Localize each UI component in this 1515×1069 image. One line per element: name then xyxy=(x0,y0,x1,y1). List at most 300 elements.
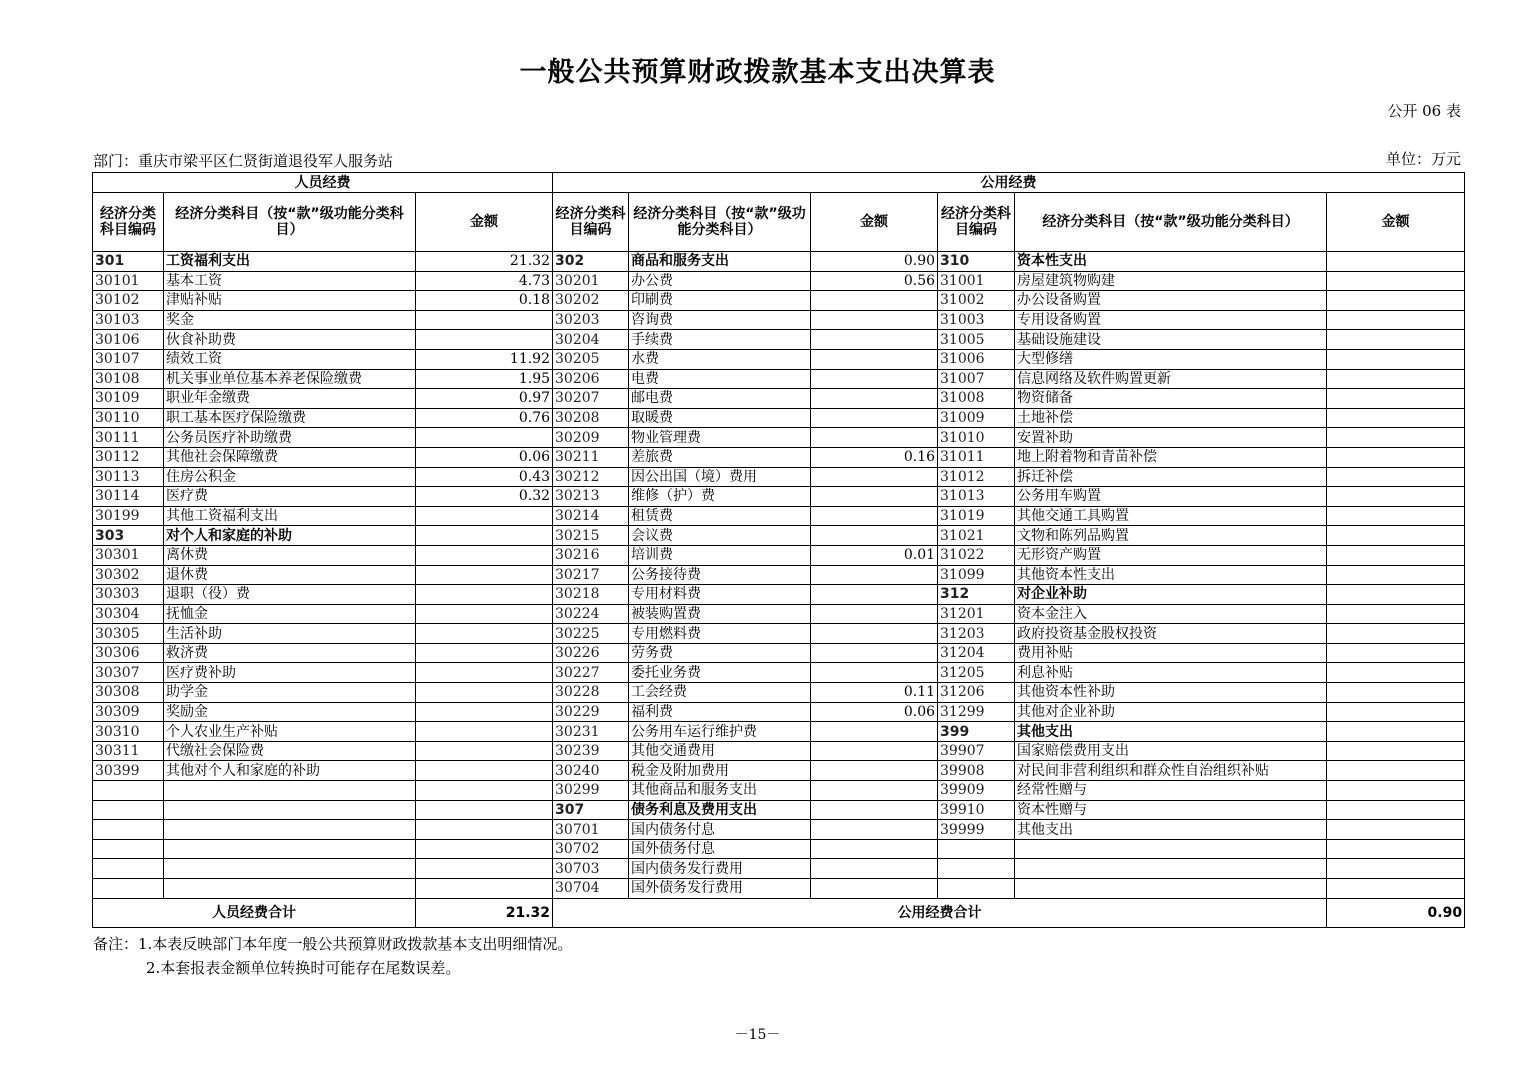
amount-cell xyxy=(1327,702,1465,722)
code-cell: 30205 xyxy=(553,349,629,369)
code-cell: 30199 xyxy=(93,506,164,526)
code-cell: 31019 xyxy=(938,506,1015,526)
code-cell: 30110 xyxy=(93,408,164,428)
code-cell: 30240 xyxy=(553,761,629,781)
code-cell: 30112 xyxy=(93,447,164,467)
code-cell: 30307 xyxy=(93,663,164,683)
table-row xyxy=(93,683,1465,703)
table-row xyxy=(93,722,1465,742)
table-row xyxy=(93,585,1465,605)
code-cell: 30308 xyxy=(93,683,164,703)
code-cell: 31007 xyxy=(938,369,1015,389)
name-cell: 医疗费 xyxy=(164,487,416,507)
amount-cell xyxy=(811,330,938,350)
name-cell: 基本工资 xyxy=(164,271,416,291)
amount-cell xyxy=(416,624,553,644)
code-cell: 30111 xyxy=(93,428,164,448)
personnel-total-label: 人员经费合计 xyxy=(93,898,416,927)
amount-cell xyxy=(1327,526,1465,546)
code-cell: 302 xyxy=(553,252,629,272)
name-cell: 物资储备 xyxy=(1015,389,1327,409)
amount-cell xyxy=(1327,447,1465,467)
code-cell: 30303 xyxy=(93,585,164,605)
amount-cell xyxy=(1327,839,1465,859)
name-cell: 因公出国（境）费用 xyxy=(629,467,811,487)
amount-cell: 0.90 xyxy=(811,252,938,272)
table-row xyxy=(93,271,1465,291)
code-cell: 30228 xyxy=(553,683,629,703)
amount-cell xyxy=(1327,369,1465,389)
code-cell: 30218 xyxy=(553,585,629,605)
name-cell: 维修（护）费 xyxy=(629,487,811,507)
name-cell: 职业年金缴费 xyxy=(164,389,416,409)
table-row xyxy=(93,643,1465,663)
group-public: 公用经费 xyxy=(553,173,1465,193)
name-cell: 债务利息及费用支出 xyxy=(629,800,811,820)
name-cell: 医疗费补助 xyxy=(164,663,416,683)
amount-cell xyxy=(1327,781,1465,801)
name-cell xyxy=(164,859,416,879)
amount-cell xyxy=(811,859,938,879)
amount-cell xyxy=(811,585,938,605)
amount-cell xyxy=(811,389,938,409)
code-cell: 39910 xyxy=(938,800,1015,820)
code-cell: 30304 xyxy=(93,604,164,624)
name-cell: 培训费 xyxy=(629,545,811,565)
code-cell: 30301 xyxy=(93,545,164,565)
name-cell: 绩效工资 xyxy=(164,349,416,369)
amount-cell xyxy=(416,545,553,565)
code-cell: 31013 xyxy=(938,487,1015,507)
name-cell: 工资福利支出 xyxy=(164,252,416,272)
code-cell: 31099 xyxy=(938,565,1015,585)
name-cell: 商品和服务支出 xyxy=(629,252,811,272)
header-code: 经济分类科目编码 xyxy=(93,193,164,252)
name-cell: 房屋建筑物购建 xyxy=(1015,271,1327,291)
table-row xyxy=(93,447,1465,467)
name-cell: 其他对个人和家庭的补助 xyxy=(164,761,416,781)
code-cell: 39907 xyxy=(938,741,1015,761)
amount-cell: 4.73 xyxy=(416,271,553,291)
name-cell: 印刷费 xyxy=(629,291,811,311)
name-cell: 对民间非营利组织和群众性自治组织补贴 xyxy=(1015,761,1327,781)
amount-cell: 0.97 xyxy=(416,389,553,409)
name-cell xyxy=(164,839,416,859)
code-cell: 30213 xyxy=(553,487,629,507)
table-row xyxy=(93,781,1465,801)
name-cell: 被装购置费 xyxy=(629,604,811,624)
table-row xyxy=(93,859,1465,879)
name-cell: 国家赔偿费用支出 xyxy=(1015,741,1327,761)
amount-cell xyxy=(811,506,938,526)
amount-cell xyxy=(416,663,553,683)
amount-cell: 0.06 xyxy=(811,702,938,722)
code-cell: 39909 xyxy=(938,781,1015,801)
table-row xyxy=(93,761,1465,781)
table-row xyxy=(93,291,1465,311)
name-cell: 取暖费 xyxy=(629,408,811,428)
name-cell: 奖金 xyxy=(164,310,416,330)
name-cell: 其他资本性补助 xyxy=(1015,683,1327,703)
code-cell: 307 xyxy=(553,800,629,820)
code-cell: 30239 xyxy=(553,741,629,761)
header-amount: 金额 xyxy=(1327,193,1465,252)
name-cell: 其他交通工具购置 xyxy=(1015,506,1327,526)
table-row xyxy=(93,506,1465,526)
amount-cell xyxy=(811,741,938,761)
name-cell: 国内债务付息 xyxy=(629,820,811,840)
code-cell xyxy=(938,839,1015,859)
name-cell: 救济费 xyxy=(164,643,416,663)
amount-cell xyxy=(416,330,553,350)
amount-cell: 0.32 xyxy=(416,487,553,507)
amount-cell xyxy=(1327,820,1465,840)
amount-cell xyxy=(416,879,553,899)
amount-cell xyxy=(1327,545,1465,565)
name-cell: 资本性赠与 xyxy=(1015,800,1327,820)
amount-cell xyxy=(811,369,938,389)
code-cell: 30217 xyxy=(553,565,629,585)
amount-cell xyxy=(811,663,938,683)
table-row xyxy=(93,839,1465,859)
name-cell: 资本金注入 xyxy=(1015,604,1327,624)
amount-cell xyxy=(1327,800,1465,820)
code-cell: 39999 xyxy=(938,820,1015,840)
amount-cell xyxy=(1327,879,1465,899)
amount-cell: 11.92 xyxy=(416,349,553,369)
amount-cell xyxy=(811,781,938,801)
amount-cell xyxy=(811,624,938,644)
name-cell: 政府投资基金股权投资 xyxy=(1015,624,1327,644)
name-cell: 费用补贴 xyxy=(1015,643,1327,663)
code-cell: 30202 xyxy=(553,291,629,311)
header-name: 经济分类科目（按“款”级功能分类科目） xyxy=(164,193,416,252)
table-row xyxy=(93,428,1465,448)
code-cell: 30702 xyxy=(553,839,629,859)
name-cell: 经常性赠与 xyxy=(1015,781,1327,801)
code-cell xyxy=(93,820,164,840)
amount-cell xyxy=(1327,624,1465,644)
amount-cell xyxy=(416,506,553,526)
amount-cell xyxy=(416,643,553,663)
code-cell: 31021 xyxy=(938,526,1015,546)
header-name: 经济分类科目（按“款”级功能分类科目） xyxy=(1015,193,1327,252)
table-row xyxy=(93,800,1465,820)
code-cell: 31010 xyxy=(938,428,1015,448)
code-cell: 31204 xyxy=(938,643,1015,663)
code-cell: 30208 xyxy=(553,408,629,428)
name-cell: 专用设备购置 xyxy=(1015,310,1327,330)
name-cell: 物业管理费 xyxy=(629,428,811,448)
amount-cell xyxy=(416,761,553,781)
code-cell: 39908 xyxy=(938,761,1015,781)
name-cell: 大型修缮 xyxy=(1015,349,1327,369)
amount-cell xyxy=(416,800,553,820)
name-cell: 其他资本性支出 xyxy=(1015,565,1327,585)
amount-cell xyxy=(811,879,938,899)
header-amount: 金额 xyxy=(416,193,553,252)
amount-cell xyxy=(1327,585,1465,605)
amount-cell: 0.18 xyxy=(416,291,553,311)
table-row xyxy=(93,663,1465,683)
amount-cell xyxy=(1327,310,1465,330)
amount-cell: 21.32 xyxy=(416,252,553,272)
name-cell: 其他社会保障缴费 xyxy=(164,447,416,467)
amount-cell xyxy=(1327,252,1465,272)
name-cell: 专用材料费 xyxy=(629,585,811,605)
name-cell: 工会经费 xyxy=(629,683,811,703)
name-cell: 奖励金 xyxy=(164,702,416,722)
table-row xyxy=(93,369,1465,389)
code-cell: 31003 xyxy=(938,310,1015,330)
code-cell: 30302 xyxy=(93,565,164,585)
name-cell: 差旅费 xyxy=(629,447,811,467)
table-row xyxy=(93,820,1465,840)
expenditure-table xyxy=(92,172,1465,928)
name-cell: 基础设施建设 xyxy=(1015,330,1327,350)
amount-cell xyxy=(1327,643,1465,663)
name-cell: 公务用车运行维护费 xyxy=(629,722,811,742)
table-row xyxy=(93,330,1465,350)
unit-label: 单位：万元 xyxy=(1385,150,1461,168)
amount-cell xyxy=(1327,487,1465,507)
code-cell: 30207 xyxy=(553,389,629,409)
table-row xyxy=(93,624,1465,644)
code-cell: 31206 xyxy=(938,683,1015,703)
code-cell: 30231 xyxy=(553,722,629,742)
code-cell: 31201 xyxy=(938,604,1015,624)
code-cell: 30212 xyxy=(553,467,629,487)
page-number: －15－ xyxy=(734,1027,781,1043)
name-cell: 伙食补助费 xyxy=(164,330,416,350)
table-row xyxy=(93,545,1465,565)
name-cell: 职工基本医疗保险缴费 xyxy=(164,408,416,428)
name-cell xyxy=(1015,879,1327,899)
code-cell: 30209 xyxy=(553,428,629,448)
table-row xyxy=(93,252,1465,272)
code-cell: 30108 xyxy=(93,369,164,389)
table-row xyxy=(93,879,1465,899)
amount-cell xyxy=(811,643,938,663)
note-line: 备注：1.本表反映部门本年度一般公共预算财政拨款基本支出明细情况。 xyxy=(93,935,573,953)
name-cell: 个人农业生产补贴 xyxy=(164,722,416,742)
code-cell: 30103 xyxy=(93,310,164,330)
amount-cell xyxy=(1327,683,1465,703)
code-cell: 31012 xyxy=(938,467,1015,487)
amount-cell: 0.01 xyxy=(811,545,938,565)
code-cell: 30310 xyxy=(93,722,164,742)
code-cell: 30107 xyxy=(93,349,164,369)
table-row xyxy=(93,310,1465,330)
totals-row xyxy=(93,898,1465,927)
group-personnel: 人员经费 xyxy=(93,173,553,193)
code-cell: 30229 xyxy=(553,702,629,722)
code-cell: 303 xyxy=(93,526,164,546)
amount-cell xyxy=(1327,761,1465,781)
name-cell: 抚恤金 xyxy=(164,604,416,624)
table-row xyxy=(93,526,1465,546)
name-cell: 文物和陈列品购置 xyxy=(1015,526,1327,546)
name-cell: 其他商品和服务支出 xyxy=(629,781,811,801)
header-code: 经济分类科目编码 xyxy=(553,193,629,252)
name-cell: 国外债务发行费用 xyxy=(629,879,811,899)
code-cell: 301 xyxy=(93,252,164,272)
public-total-label: 公用经费合计 xyxy=(553,898,1327,927)
name-cell: 地上附着物和青苗补偿 xyxy=(1015,447,1327,467)
public-total-value: 0.90 xyxy=(1327,898,1465,927)
name-cell: 资本性支出 xyxy=(1015,252,1327,272)
note-line: 2.本套报表金额单位转换时可能存在尾数误差。 xyxy=(146,959,461,977)
amount-cell xyxy=(416,428,553,448)
code-cell: 30204 xyxy=(553,330,629,350)
code-cell: 31205 xyxy=(938,663,1015,683)
name-cell: 生活补助 xyxy=(164,624,416,644)
code-cell: 30201 xyxy=(553,271,629,291)
amount-cell xyxy=(811,722,938,742)
code-cell: 30309 xyxy=(93,702,164,722)
amount-cell xyxy=(811,408,938,428)
table-row xyxy=(93,467,1465,487)
code-cell: 31022 xyxy=(938,545,1015,565)
name-cell: 国内债务发行费用 xyxy=(629,859,811,879)
amount-cell xyxy=(1327,291,1465,311)
name-cell: 其他工资福利支出 xyxy=(164,506,416,526)
name-cell: 委托业务费 xyxy=(629,663,811,683)
code-cell: 31011 xyxy=(938,447,1015,467)
amount-cell xyxy=(1327,428,1465,448)
amount-cell: 1.95 xyxy=(416,369,553,389)
name-cell: 电费 xyxy=(629,369,811,389)
amount-cell xyxy=(416,310,553,330)
table-row xyxy=(93,389,1465,409)
name-cell: 其他支出 xyxy=(1015,820,1327,840)
amount-cell xyxy=(416,820,553,840)
amount-cell: 0.06 xyxy=(416,447,553,467)
table-row xyxy=(93,349,1465,369)
name-cell xyxy=(1015,839,1327,859)
table-row xyxy=(93,565,1465,585)
name-cell: 安置补助 xyxy=(1015,428,1327,448)
code-cell xyxy=(938,879,1015,899)
amount-cell xyxy=(811,428,938,448)
amount-cell: 0.11 xyxy=(811,683,938,703)
name-cell: 利息补贴 xyxy=(1015,663,1327,683)
code-cell: 30211 xyxy=(553,447,629,467)
name-cell: 退职（役）费 xyxy=(164,585,416,605)
name-cell: 会议费 xyxy=(629,526,811,546)
name-cell: 手续费 xyxy=(629,330,811,350)
name-cell: 机关事业单位基本养老保险缴费 xyxy=(164,369,416,389)
table-row xyxy=(93,604,1465,624)
code-cell xyxy=(938,859,1015,879)
amount-cell xyxy=(1327,271,1465,291)
code-cell: 30701 xyxy=(553,820,629,840)
amount-cell xyxy=(1327,408,1465,428)
amount-cell: 0.16 xyxy=(811,447,938,467)
amount-cell xyxy=(416,781,553,801)
name-cell: 代缴社会保险费 xyxy=(164,741,416,761)
table-code: 公开 06 表 xyxy=(1387,102,1461,120)
code-cell: 30215 xyxy=(553,526,629,546)
code-cell: 30306 xyxy=(93,643,164,663)
code-cell: 30113 xyxy=(93,467,164,487)
name-cell: 信息网络及软件购置更新 xyxy=(1015,369,1327,389)
name-cell: 公务用车购置 xyxy=(1015,487,1327,507)
header-code: 经济分类科目编码 xyxy=(938,193,1015,252)
code-cell: 31005 xyxy=(938,330,1015,350)
amount-cell: 0.43 xyxy=(416,467,553,487)
amount-cell xyxy=(811,839,938,859)
code-cell xyxy=(93,879,164,899)
code-cell: 30203 xyxy=(553,310,629,330)
code-cell xyxy=(93,781,164,801)
amount-cell xyxy=(811,467,938,487)
amount-cell: 0.56 xyxy=(811,271,938,291)
amount-cell xyxy=(1327,722,1465,742)
name-cell: 住房公积金 xyxy=(164,467,416,487)
code-cell: 31001 xyxy=(938,271,1015,291)
name-cell: 土地补偿 xyxy=(1015,408,1327,428)
code-cell: 30704 xyxy=(553,879,629,899)
notes xyxy=(93,932,572,980)
code-cell: 30102 xyxy=(93,291,164,311)
name-cell: 租赁费 xyxy=(629,506,811,526)
code-cell xyxy=(93,839,164,859)
code-cell: 30227 xyxy=(553,663,629,683)
amount-cell xyxy=(1327,604,1465,624)
name-cell: 对企业补助 xyxy=(1015,585,1327,605)
amount-cell xyxy=(811,761,938,781)
page-title: 一般公共预算财政拨款基本支出决算表 xyxy=(519,57,996,88)
code-cell: 30399 xyxy=(93,761,164,781)
code-cell: 30311 xyxy=(93,741,164,761)
name-cell: 专用燃料费 xyxy=(629,624,811,644)
name-cell: 其他对企业补助 xyxy=(1015,702,1327,722)
amount-cell xyxy=(811,291,938,311)
name-cell xyxy=(164,781,416,801)
amount-cell xyxy=(416,565,553,585)
code-cell: 30114 xyxy=(93,487,164,507)
amount-cell xyxy=(416,702,553,722)
amount-cell xyxy=(416,839,553,859)
header-amount: 金额 xyxy=(811,193,938,252)
code-cell: 30224 xyxy=(553,604,629,624)
department-label: 部门：重庆市梁平区仁贤街道退役军人服务站 xyxy=(93,152,394,170)
code-cell: 312 xyxy=(938,585,1015,605)
code-cell: 310 xyxy=(938,252,1015,272)
code-cell: 30299 xyxy=(553,781,629,801)
code-cell: 30109 xyxy=(93,389,164,409)
name-cell: 其他支出 xyxy=(1015,722,1327,742)
amount-cell xyxy=(416,722,553,742)
amount-cell xyxy=(1327,389,1465,409)
group-header-row xyxy=(93,173,1465,193)
code-cell: 30225 xyxy=(553,624,629,644)
amount-cell xyxy=(1327,565,1465,585)
name-cell: 对个人和家庭的补助 xyxy=(164,526,416,546)
amount-cell xyxy=(416,683,553,703)
amount-cell xyxy=(1327,349,1465,369)
code-cell: 30214 xyxy=(553,506,629,526)
name-cell: 邮电费 xyxy=(629,389,811,409)
name-cell: 税金及附加费用 xyxy=(629,761,811,781)
amount-cell xyxy=(811,487,938,507)
name-cell: 劳务费 xyxy=(629,643,811,663)
name-cell: 拆迁补偿 xyxy=(1015,467,1327,487)
name-cell: 助学金 xyxy=(164,683,416,703)
name-cell: 离休费 xyxy=(164,545,416,565)
column-header-row xyxy=(93,193,1465,252)
